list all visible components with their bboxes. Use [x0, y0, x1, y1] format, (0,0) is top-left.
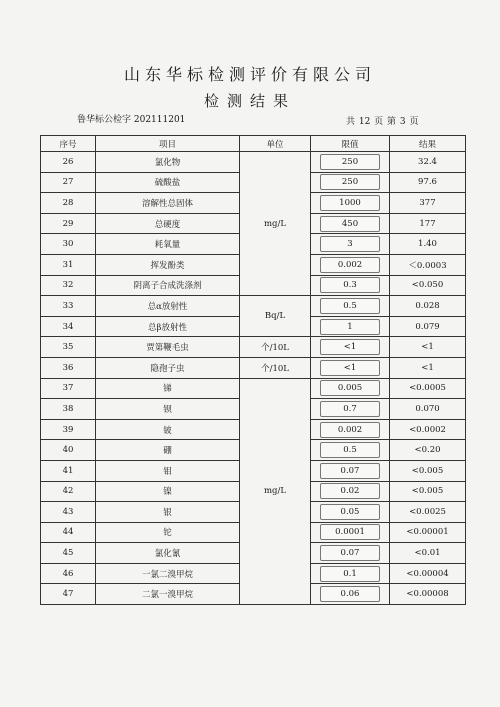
result-cell: 97.6 — [390, 172, 466, 193]
seq-cell: 32 — [41, 275, 96, 296]
limit-value: 0.002 — [320, 422, 380, 438]
result-cell: 0.079 — [390, 316, 466, 337]
result-cell: <1 — [390, 357, 466, 378]
limit-value: 450 — [320, 216, 380, 232]
seq-cell: 26 — [41, 152, 96, 173]
seq-cell: 44 — [41, 522, 96, 543]
limit-cell — [311, 172, 390, 193]
seq-cell: 28 — [41, 193, 96, 214]
limit-value: 0.3 — [320, 277, 380, 293]
seq-cell: 41 — [41, 460, 96, 481]
unit-cell: 个/10L — [240, 357, 311, 378]
limit-cell — [311, 543, 390, 564]
item-cell: 隐孢子虫 — [96, 357, 240, 378]
limit-cell — [311, 193, 390, 214]
limit-cell — [311, 522, 390, 543]
item-cell: 锑 — [96, 378, 240, 399]
result-cell: <0.00008 — [390, 584, 466, 605]
limit-cell — [311, 357, 390, 378]
result-cell: <0.00004 — [390, 563, 466, 584]
table-row — [41, 378, 466, 399]
item-cell: 挥发酚类 — [96, 254, 240, 275]
limit-value: 0.06 — [320, 586, 380, 602]
seq-cell: 38 — [41, 399, 96, 420]
limit-value: 0.1 — [320, 566, 380, 582]
result-cell: 32.4 — [390, 152, 466, 173]
limit-value: <1 — [320, 339, 380, 355]
limit-value: 250 — [320, 154, 380, 170]
item-cell: 耗氧量 — [96, 234, 240, 255]
result-cell: <0.00001 — [390, 522, 466, 543]
seq-cell: 29 — [41, 213, 96, 234]
limit-value: 0.07 — [320, 463, 380, 479]
limit-value: 0.005 — [320, 380, 380, 396]
limit-cell — [311, 316, 390, 337]
limit-cell — [311, 234, 390, 255]
table-row — [41, 152, 466, 173]
result-cell: 377 — [390, 193, 466, 214]
column-header-result: 结果 — [390, 136, 466, 152]
item-cell: 二氯一溴甲烷 — [96, 584, 240, 605]
unit-cell: mg/L — [240, 378, 311, 605]
unit-cell: mg/L — [240, 152, 311, 296]
result-cell: <0.050 — [390, 275, 466, 296]
limit-cell — [311, 275, 390, 296]
limit-value: 1 — [320, 319, 380, 335]
limit-value: 0.5 — [320, 442, 380, 458]
limit-cell — [311, 152, 390, 173]
limit-value: 0.002 — [320, 257, 380, 273]
limit-value: 0.07 — [320, 545, 380, 561]
item-cell: 总硬度 — [96, 213, 240, 234]
item-cell: 硼 — [96, 440, 240, 461]
item-cell: 氯化氰 — [96, 543, 240, 564]
item-cell: 阴离子合成洗涤剂 — [96, 275, 240, 296]
seq-cell: 46 — [41, 563, 96, 584]
result-cell: <0.0002 — [390, 419, 466, 440]
seq-cell: 37 — [41, 378, 96, 399]
result-cell: 177 — [390, 213, 466, 234]
table-row — [41, 337, 466, 358]
limit-cell — [311, 440, 390, 461]
limit-cell — [311, 460, 390, 481]
result-cell: 0.070 — [390, 399, 466, 420]
seq-cell: 43 — [41, 502, 96, 523]
result-cell: <0.005 — [390, 481, 466, 502]
seq-cell: 30 — [41, 234, 96, 255]
item-cell: 银 — [96, 502, 240, 523]
item-cell: 总β放射性 — [96, 316, 240, 337]
limit-cell — [311, 378, 390, 399]
seq-cell: 42 — [41, 481, 96, 502]
seq-cell: 39 — [41, 419, 96, 440]
item-cell: 一氯二溴甲烷 — [96, 563, 240, 584]
document-number: 鲁华标公检字 202111201 — [77, 115, 186, 125]
seq-cell: 47 — [41, 584, 96, 605]
item-cell: 氯化物 — [96, 152, 240, 173]
limit-cell — [311, 584, 390, 605]
result-cell: 0.028 — [390, 296, 466, 317]
limit-value: <1 — [320, 360, 380, 376]
document-title: 检测结果 — [203, 92, 296, 110]
table-row — [41, 296, 466, 317]
item-cell: 镍 — [96, 481, 240, 502]
result-cell: <0.01 — [390, 543, 466, 564]
limit-cell — [311, 481, 390, 502]
item-cell: 溶解性总固体 — [96, 193, 240, 214]
item-cell: 钼 — [96, 460, 240, 481]
seq-cell: 27 — [41, 172, 96, 193]
limit-value: 250 — [320, 174, 380, 190]
limit-cell — [311, 213, 390, 234]
item-cell: 钡 — [96, 399, 240, 420]
seq-cell: 36 — [41, 357, 96, 378]
limit-cell — [311, 502, 390, 523]
table-header-row — [41, 136, 466, 152]
column-header-seq: 序号 — [41, 136, 96, 152]
company-name: 山东华标检测评价有限公司 — [123, 65, 376, 84]
page-indicator: 共 12 页 第 3 页 — [346, 117, 419, 127]
limit-cell — [311, 296, 390, 317]
item-cell: 铍 — [96, 419, 240, 440]
column-header-item: 项目 — [96, 136, 240, 152]
result-cell: 1.40 — [390, 234, 466, 255]
limit-value: 1000 — [320, 195, 380, 211]
limit-cell — [311, 563, 390, 584]
item-cell: 总α放射性 — [96, 296, 240, 317]
limit-cell — [311, 254, 390, 275]
limit-value: 0.02 — [320, 483, 380, 499]
result-cell: ＜0.0003 — [390, 254, 466, 275]
seq-cell: 31 — [41, 254, 96, 275]
unit-cell: Bq/L — [240, 296, 311, 337]
item-cell: 贾第鞭毛虫 — [96, 337, 240, 358]
seq-cell: 34 — [41, 316, 96, 337]
limit-value: 0.5 — [320, 298, 380, 314]
result-cell: <0.005 — [390, 460, 466, 481]
limit-cell — [311, 419, 390, 440]
limit-value: 0.7 — [320, 401, 380, 417]
seq-cell: 45 — [41, 543, 96, 564]
limit-cell — [311, 337, 390, 358]
item-cell: 铊 — [96, 522, 240, 543]
limit-cell — [311, 399, 390, 420]
result-cell: <0.0025 — [390, 502, 466, 523]
result-cell: <0.20 — [390, 440, 466, 461]
column-header-limit: 限值 — [311, 136, 390, 152]
result-cell: <1 — [390, 337, 466, 358]
result-cell: <0.0005 — [390, 378, 466, 399]
seq-cell: 40 — [41, 440, 96, 461]
seq-cell: 35 — [41, 337, 96, 358]
results-table — [40, 135, 466, 605]
table-row — [41, 357, 466, 378]
item-cell: 硫酸盐 — [96, 172, 240, 193]
limit-value: 0.05 — [320, 504, 380, 520]
limit-value: 0.0001 — [320, 524, 380, 540]
limit-value: 3 — [320, 236, 380, 252]
seq-cell: 33 — [41, 296, 96, 317]
unit-cell: 个/10L — [240, 337, 311, 358]
column-header-unit: 单位 — [240, 136, 311, 152]
